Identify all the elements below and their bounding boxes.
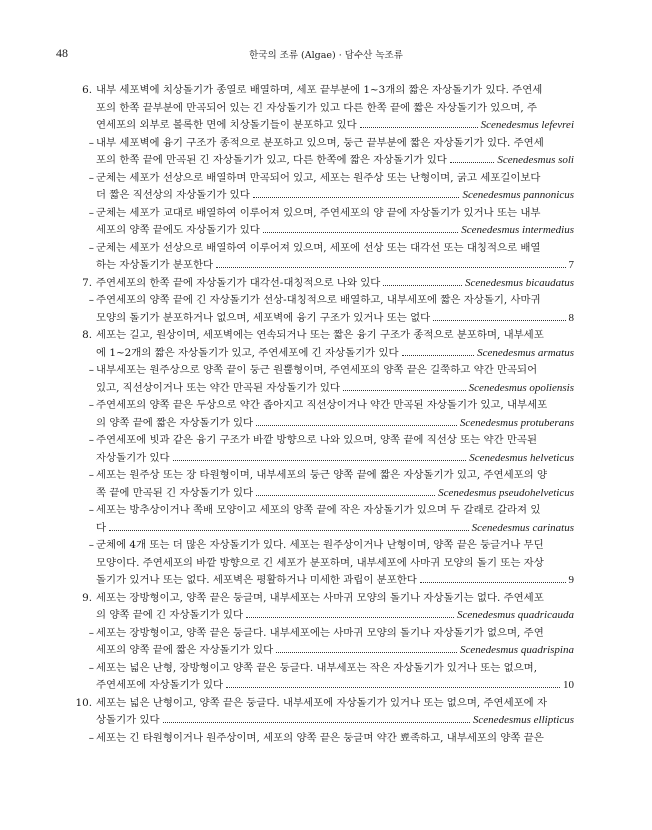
identification-key xyxy=(74,82,574,747)
page-number: 48 xyxy=(56,46,68,60)
key-line xyxy=(96,730,574,748)
key-text: 포의 한쪽 끝부분에 만곡되어 있는 긴 자상돌기가 있고 다른 한쪽 끝에 짧은 자상돌기가 있으며, 주 xyxy=(96,101,537,114)
alternative-dash: – xyxy=(88,661,94,674)
key-text: 주연세포에 자상돌기가 있다 xyxy=(96,679,224,691)
key-text: 자상돌기가 있다 xyxy=(96,451,170,464)
key-couplet-lead xyxy=(74,327,574,362)
key-line xyxy=(96,712,574,730)
key-line xyxy=(96,152,574,170)
alternative-dash: – xyxy=(88,294,94,306)
key-line xyxy=(96,292,574,310)
key-text: 내부 세포벽에 치상돌기가 종열로 배열하며, 세포 끝부분에 1~3개의 짧은 자상돌기가 있다. 주연세 xyxy=(96,84,543,96)
key-text: 에 1~2개의 짧은 자상돌기가 있고, 주연세포에 긴 자상돌기가 있다 xyxy=(96,346,399,359)
key-line xyxy=(96,520,574,538)
key-couplet-alternative xyxy=(74,502,574,537)
couplet-number: 10. xyxy=(75,696,92,709)
dot-leader xyxy=(263,232,458,233)
alternative-dash: – xyxy=(88,241,94,254)
key-text: 더 짧은 직선상의 자상돌기가 있다 xyxy=(96,189,250,201)
key-couplet-alternative xyxy=(74,170,574,205)
key-line xyxy=(96,485,574,503)
key-line xyxy=(96,362,574,380)
key-text: 쪽 끝에 만곡된 긴 자상돌기가 있다 xyxy=(96,486,254,499)
key-couplet-alternative xyxy=(74,432,574,467)
couplet-number: 9. xyxy=(82,591,92,604)
key-text: 세포는 넓은 난형이고, 양쪽 끝은 둥글다. 내부세포에 자상돌기가 있거나 또는 없으며, 주연세포에 자 xyxy=(96,696,548,709)
alternative-dash: – xyxy=(88,206,94,219)
next-couplet-number: 8 xyxy=(568,311,574,324)
key-couplet-alternative xyxy=(74,397,574,432)
alternative-dash: – xyxy=(88,504,94,516)
key-couplet-alternative xyxy=(74,625,574,660)
couplet-number: 6. xyxy=(82,84,92,96)
page-header xyxy=(56,46,596,62)
dot-leader xyxy=(256,495,435,496)
key-line xyxy=(96,275,574,293)
key-line xyxy=(96,432,574,450)
key-couplet-lead xyxy=(74,590,574,625)
dot-leader xyxy=(109,530,469,531)
species-name: Scenedesmus intermedius xyxy=(461,224,574,236)
key-text: 모양이다. 주연세포의 바깥 방향으로 긴 세포가 분포하며, 내부세포에 사마귀 모양의 돌기 또는 자상 xyxy=(96,556,544,569)
key-text: 내부세포는 원주상으로 양쪽 끝이 둥근 원뿔형이며, 주연세포의 양쪽 끝은 길쭉하고 약간 만곡되어 xyxy=(96,364,538,376)
key-text: 내부 세포벽에 융기 구조가 종적으로 분포하고 있으며, 둥근 끝부분에 짧은 자상돌기가 있다. 주연세 xyxy=(96,136,544,149)
species-name: Scenedesmus helveticus xyxy=(469,451,574,464)
key-line xyxy=(96,310,574,328)
key-text: 세포는 장방형이고, 양쪽 끝은 둥글다. 내부세포에는 사마귀 모양의 돌기나 자상돌기가 없으며, 주연 xyxy=(96,626,544,639)
dot-leader xyxy=(433,320,565,321)
key-line xyxy=(96,205,574,223)
alternative-dash: – xyxy=(88,399,94,411)
key-text: 하는 자상돌기가 분포한다 xyxy=(96,259,214,271)
key-line xyxy=(96,590,574,608)
key-text: 세포는 긴 타원형이거나 원주상이며, 세포의 양쪽 끝은 둥글며 약간 뾰족하고, 내부세포의 양쪽 끝은 xyxy=(96,731,544,744)
dot-leader xyxy=(276,652,457,653)
dot-leader xyxy=(402,355,475,356)
alternative-dash: – xyxy=(88,136,94,149)
key-couplet-alternative xyxy=(74,205,574,240)
key-couplet-lead xyxy=(74,695,574,730)
key-couplet-lead xyxy=(74,275,574,293)
key-line xyxy=(96,397,574,415)
dot-leader xyxy=(450,162,495,163)
key-text: 의 양쪽 끝에 긴 자상돌기가 있다 xyxy=(96,609,243,621)
dot-leader xyxy=(173,460,467,461)
dot-leader xyxy=(383,285,462,286)
key-line xyxy=(96,117,574,135)
key-text: 세포는 장방형이고, 양쪽 끝은 둥글며, 내부세포는 사마귀 모양의 돌기나 자상돌기는 없다. 주연세포 xyxy=(96,591,544,604)
key-text: 모양의 돌기가 분포하거나 없으며, 세포벽에 융기 구조가 있거나 또는 없다 xyxy=(96,311,431,324)
alternative-dash: – xyxy=(88,171,94,184)
key-text: 군체에 4개 또는 더 많은 자상돌기가 있다. 세포는 원주상이거나 난형이며, 양쪽 끝은 둥글거나 무딘 xyxy=(96,539,544,551)
key-line xyxy=(96,345,574,363)
key-line xyxy=(96,327,574,345)
species-name: Scenedesmus ellipticus xyxy=(472,714,574,726)
key-couplet-alternative xyxy=(74,730,574,748)
key-couplet-alternative xyxy=(74,135,574,170)
key-text: 세포는 넓은 난형, 장방형이고 양쪽 끝은 둥글다. 내부세포는 작은 자상돌기가 있거나 또는 없으며, xyxy=(96,661,537,674)
key-line xyxy=(96,135,574,153)
key-line xyxy=(96,170,574,188)
key-text: 군체는 세포가 교대로 배열하여 이루어져 있으며, 주연세포의 양 끝에 자상돌기가 있거나 또는 내부 xyxy=(96,206,541,219)
couplet-number: 7. xyxy=(82,276,92,289)
next-couplet-number: 9 xyxy=(568,574,574,586)
key-text: 주연세포의 양쪽 끝에 긴 자상돌기가 선상-대칭적으로 배열하고, 내부세포에 짧은 자상돌기, 사마귀 xyxy=(96,294,541,306)
key-line xyxy=(96,572,574,590)
key-line xyxy=(96,660,574,678)
dot-leader xyxy=(256,425,457,426)
key-text: 연세포의 외부로 볼록한 면에 치상돌기들이 분포하고 있다 xyxy=(96,119,357,131)
key-text: 주연세포에 빗과 같은 융기 구조가 바깥 방향으로 나와 있으며, 양쪽 끝에 직선상 또는 약간 만곡된 xyxy=(96,434,537,446)
key-couplet-alternative xyxy=(74,537,574,590)
key-line xyxy=(96,380,574,398)
alternative-dash: – xyxy=(88,364,94,376)
key-line xyxy=(96,677,574,695)
key-line xyxy=(96,467,574,485)
key-line xyxy=(96,187,574,205)
key-line xyxy=(96,415,574,433)
key-couplet-alternative xyxy=(74,660,574,695)
key-text: 다 xyxy=(96,521,107,534)
key-text: 상돌기가 있다 xyxy=(96,714,160,726)
key-line xyxy=(96,240,574,258)
key-line xyxy=(96,257,574,275)
key-text: 세포는 방추상이거나 쪽배 모양이고 세포의 양쪽 끝에 작은 자상돌기가 있으며 두 갈래로 갈라져 있 xyxy=(96,504,541,516)
alternative-dash: – xyxy=(88,434,94,446)
couplet-number: 8. xyxy=(82,329,92,341)
alternative-dash: – xyxy=(88,539,94,551)
key-couplet-alternative xyxy=(74,362,574,397)
key-line xyxy=(96,555,574,573)
key-couplet-alternative xyxy=(74,467,574,502)
key-text: 군체는 세포가 선상으로 배열하며 만곡되어 있고, 세포는 원주상 또는 난형이며, 굵고 세포길이보다 xyxy=(96,171,541,184)
key-line xyxy=(96,82,574,100)
key-text: 포의 한쪽 끝에 만곡된 긴 자상돌기가 있고, 다른 한쪽에 짧은 자상돌기가 있다 xyxy=(96,154,447,166)
dot-leader xyxy=(343,390,466,391)
running-title: 한국의 조류 (Algae) · 담수산 녹조류 xyxy=(249,50,403,61)
key-line xyxy=(96,625,574,643)
key-line xyxy=(96,642,574,660)
species-name: Scenedesmus protuberans xyxy=(459,416,574,429)
dot-leader xyxy=(253,197,460,198)
dot-leader xyxy=(216,267,565,268)
key-line xyxy=(96,695,574,713)
dot-leader xyxy=(360,127,478,128)
key-line xyxy=(96,607,574,625)
key-line xyxy=(96,222,574,240)
key-couplet-lead xyxy=(74,82,574,135)
species-name: Scenedesmus bicaudatus xyxy=(464,276,574,289)
species-name: Scenedesmus soli xyxy=(497,154,574,166)
next-couplet-number: 10 xyxy=(563,679,574,691)
alternative-dash: – xyxy=(88,731,94,744)
key-text: 있고, 직선상이거나 또는 약간 만곡된 자상돌기가 있다 xyxy=(96,381,340,394)
key-couplet-alternative xyxy=(74,240,574,275)
key-text: 세포의 양쪽 끝에 짧은 자상돌기가 있다 xyxy=(96,644,274,656)
species-name: Scenedesmus pannonicus xyxy=(462,189,574,201)
key-text: 군체는 세포가 선상으로 배열하여 이루어져 있으며, 세포에 선상 또는 대각선 또는 대칭적으로 배열 xyxy=(96,241,541,254)
species-name: Scenedesmus quadrispina xyxy=(460,644,574,656)
dot-leader xyxy=(163,722,470,723)
species-name: Scenedesmus pseudohelveticus xyxy=(438,486,574,499)
key-line xyxy=(96,537,574,555)
dot-leader xyxy=(420,582,566,583)
key-text: 의 양쪽 끝에 짧은 자상돌기가 있다 xyxy=(96,416,254,429)
key-text: 세포는 길고, 원상이며, 세포벽에는 연속되거나 또는 짧은 융기 구조가 종적으로 분포하며, 내부세포 xyxy=(96,329,544,341)
key-text: 주연세포의 양쪽 끝은 두상으로 약간 좁아지고 직선상이거나 약간 만곡된 자상돌기가 있고, 내부세포 xyxy=(96,399,548,411)
key-text: 돌기가 있거나 또는 없다. 세포벽은 평활하거나 미세한 과립이 분포한다 xyxy=(96,574,417,586)
key-couplet-alternative xyxy=(74,292,574,327)
species-name: Scenedesmus carinatus xyxy=(471,521,574,534)
species-name: Scenedesmus opoliensis xyxy=(468,381,574,394)
species-name: Scenedesmus armatus xyxy=(477,346,574,359)
key-line xyxy=(96,450,574,468)
key-text: 주연세포의 한쪽 끝에 자상돌기가 대각선-대칭적으로 나와 있다 xyxy=(96,276,381,289)
alternative-dash: – xyxy=(88,626,94,639)
key-line xyxy=(96,100,574,118)
key-text: 세포는 원주상 또는 장 타원형이며, 내부세포의 둥근 양쪽 끝에 짧은 자상돌기가 있고, 주연세포의 양 xyxy=(96,469,548,481)
key-text: 세포의 양쪽 끝에도 자상돌기가 있다 xyxy=(96,224,260,236)
dot-leader xyxy=(226,687,560,688)
species-name: Scenedesmus quadricauda xyxy=(456,609,574,621)
species-name: Scenedesmus lefevrei xyxy=(480,119,574,131)
alternative-dash: – xyxy=(88,469,94,481)
dot-leader xyxy=(246,617,454,618)
next-couplet-number: 7 xyxy=(568,259,574,271)
key-line xyxy=(96,502,574,520)
